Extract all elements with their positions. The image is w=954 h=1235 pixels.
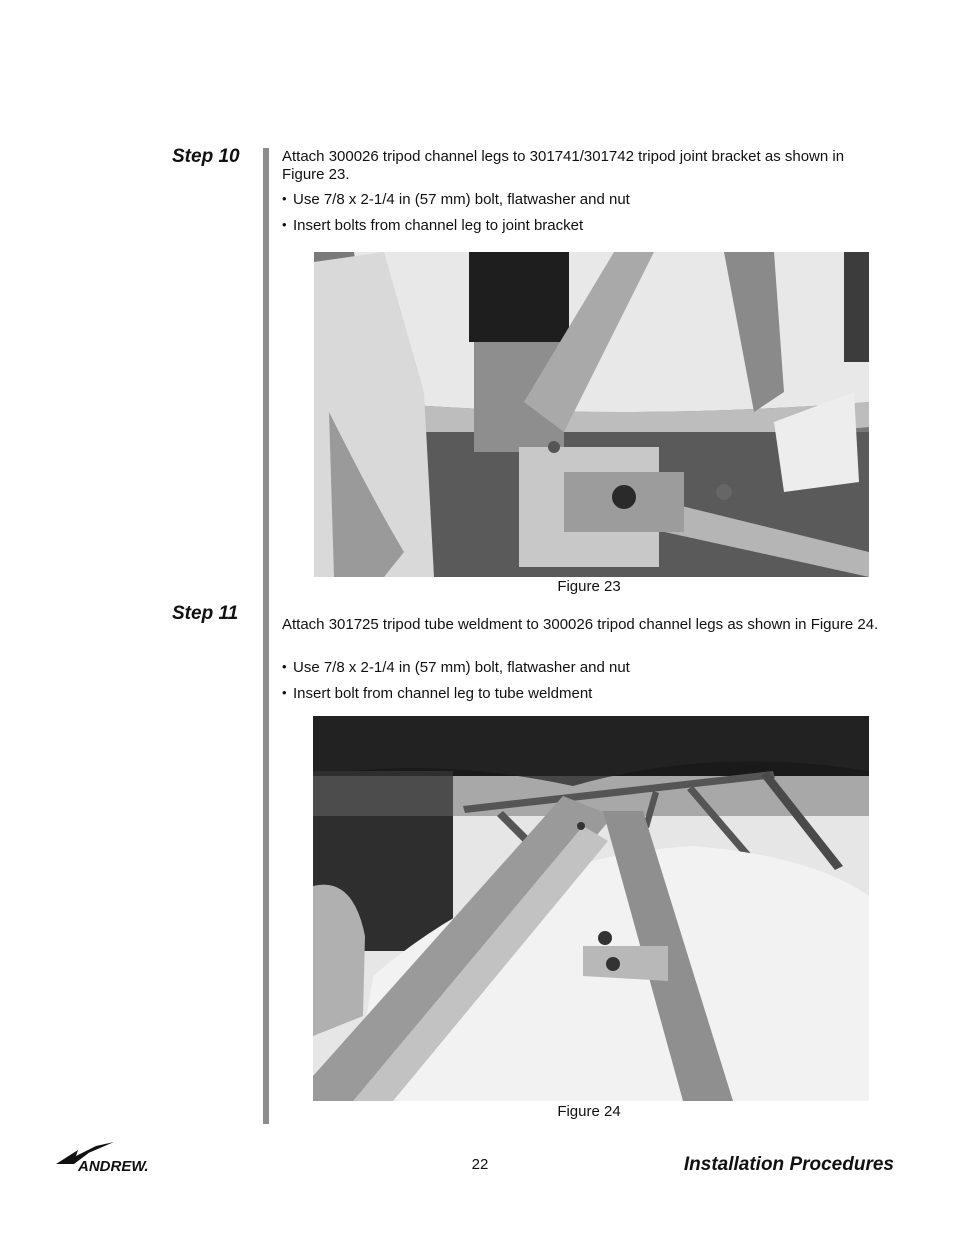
margin-rule [263, 148, 269, 1124]
page-number: 22 [471, 1156, 489, 1173]
logo-text: ANDREW. [78, 1158, 149, 1175]
figure-24-photo [313, 716, 869, 1101]
step-11-heading: Step 11 [172, 603, 239, 624]
bullet-text: Insert bolt from channel leg to tube weldment [293, 685, 593, 702]
bullet-text: Use 7/8 x 2-1/4 in (57 mm) bolt, flatwasher and nut [293, 191, 630, 208]
step-11-text: Attach 301725 tripod tube weldment to 300026 tripod channel legs as shown in Figure 24. [282, 616, 879, 633]
step-10-bullet-2 [282, 216, 882, 235]
figure-23-illustration [314, 252, 869, 577]
section-title: Installation Procedures [683, 1154, 894, 1175]
step-10-bullet-1 [282, 190, 882, 209]
bullet-dot: • [282, 191, 287, 206]
bullet-dot: • [282, 659, 287, 674]
bullet-dot: • [282, 685, 287, 700]
andrew-logo-icon [56, 1140, 176, 1176]
step-11-bullet-1 [282, 658, 882, 677]
figure-23-photo [314, 252, 869, 577]
figure-24-caption: Figure 24 [557, 1103, 621, 1120]
step-11-bullet-2 [282, 684, 882, 703]
bullet-dot: • [282, 217, 287, 232]
step-10-text: Attach 300026 tripod channel legs to 301741/301742 tripod joint bracket as shown in Figure 23. [282, 148, 845, 183]
andrew-logo [56, 1140, 176, 1176]
bullet-text: Use 7/8 x 2-1/4 in (57 mm) bolt, flatwasher and nut [293, 659, 630, 676]
bullet-text: Insert bolts from channel leg to joint bracket [293, 217, 584, 234]
figure-24-illustration [313, 716, 869, 1101]
step-10-heading: Step 10 [172, 146, 240, 167]
figure-23-caption: Figure 23 [557, 578, 621, 595]
